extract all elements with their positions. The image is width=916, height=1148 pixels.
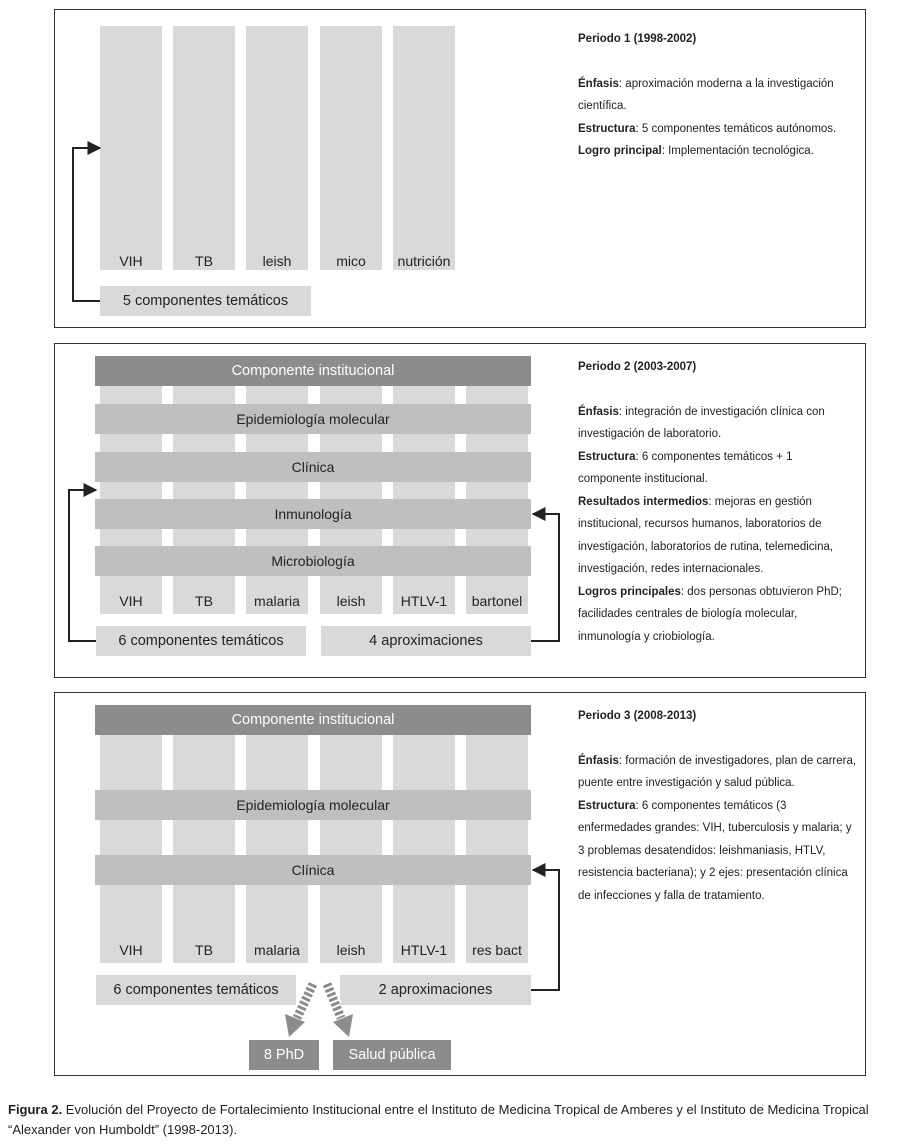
p1-column-3 [246,26,308,270]
p1-column-label: TB [195,253,213,269]
p1-text-value: : Implementación tecnológica. [661,145,814,157]
p2-components-box: 6 componentes temáticos [96,626,306,656]
p1-text-value: : aproximación moderna a la investigación científica. [578,77,834,112]
p2-text-item [578,491,858,581]
p2-text-value: : integración de investigación clínica con investigación de laboratorio. [578,405,825,440]
p3-column-1 [100,733,162,963]
p2-text-value: : dos personas obtuvieron PhD; facilidades centrales de biología molecular, inmunología y criobiología. [578,585,842,643]
p1-column-label: mico [336,253,366,269]
p2-title: Periodo 2 (2003-2007) [578,361,697,373]
p3-text-value: : formación de investigadores, plan de carrera, puente entre investigación y salud pública. [578,754,857,789]
p3-approaches-box: 2 aproximaciones [340,975,531,1005]
p3-components-box: 6 componentes temáticos [96,975,296,1005]
p1-text-item [578,140,858,163]
p1-column-label: VIH [119,253,143,269]
p3-text-value: : 6 componentes temáticos (3 enfermedades grandes: VIH, tuberculosis y malaria; y 3 problemas desatendidos: leishmaniasis, HTLV, resistencia bacteriana); y 2 ejes: presentación clínica de infecciones y falla de tratamiento. [578,799,852,902]
p3-output-phd: 8 PhD [249,1040,319,1070]
p1-column-label: leish [262,253,292,269]
p1-column-1 [100,26,162,270]
p2-column-label: TB [195,593,213,609]
p2-column-label: HTLV-1 [400,593,448,609]
p1-description [578,28,858,163]
p2-description [578,356,858,648]
p2-text-label: Estructura [578,450,636,463]
p2-column-label: bartonel [471,593,523,609]
p3-column-4 [320,733,382,963]
p3-text-label: Estructura [578,799,636,812]
p2-column-label: malaria [254,593,300,609]
p2-column-label: VIH [119,593,143,609]
p2-approaches-box: 4 aproximaciones [321,626,531,656]
p1-text-item [578,73,858,118]
p1-column-5 [393,26,455,270]
p3-title: Periodo 3 (2008-2013) [578,710,697,722]
p2-band-inmunologia: Inmunología [95,499,531,529]
p3-column-2 [173,733,235,963]
p1-components-box: 5 componentes temáticos [100,286,311,316]
p2-band-epidemiologia: Epidemiología molecular [95,404,531,434]
p3-column-label: HTLV-1 [400,942,448,958]
p2-text-label: Logros principales [578,585,681,598]
p2-text-item [578,581,858,649]
p3-column-label: VIH [119,942,143,958]
caption-text: Evolución del Proyecto de Fortalecimiento Institucional entre el Instituto de Medicina Tropical de Amberes y el Instituto de Medicina Tropical “Alexander von Humboldt” (1998-2013). [8,1102,869,1137]
p3-band-epidemiologia: Epidemiología molecular [95,790,531,820]
p3-column-label: leish [336,942,366,958]
p2-text-item [578,446,858,491]
p3-text-item [578,750,858,795]
caption-label: Figura 2. [8,1102,63,1117]
p3-column-5 [393,733,455,963]
p1-text-label: Logro principal [578,145,662,157]
p2-text-label: Énfasis [578,405,619,418]
p3-description [578,705,858,907]
p3-text-label: Énfasis [578,754,619,767]
p2-band-clinica: Clínica [95,452,531,482]
p2-text-item [578,401,858,446]
p3-text-item [578,795,858,908]
p1-column-2 [173,26,235,270]
p3-column-label: TB [195,942,213,958]
p2-text-label: Resultados intermedios [578,495,709,508]
p2-text-value: : 6 componentes temáticos + 1 componente institucional. [578,450,793,485]
p1-column-4 [320,26,382,270]
p3-column-label: malaria [254,942,300,958]
p1-text-item [578,118,858,141]
p3-institutional-component: Componente institucional [95,705,531,735]
p2-column-label: leish [336,593,366,609]
p2-institutional-component: Componente institucional [95,356,531,386]
p1-text-label: Énfasis [578,77,619,90]
p1-title: Periodo 1 (1998-2002) [578,33,697,45]
p3-output-salud-publica: Salud pública [333,1040,451,1070]
figure-caption [8,1100,908,1140]
p3-column-6 [466,733,528,963]
p3-column-label: res bact [472,942,522,958]
p1-text-value: : 5 componentes temáticos autónomos. [635,122,837,135]
p3-column-3 [246,733,308,963]
p1-column-label: nutrición [397,253,451,269]
p2-band-microbiologia: Microbiología [95,546,531,576]
p1-text-label: Estructura [578,122,636,135]
p3-band-clinica: Clínica [95,855,531,885]
p2-text-value: : mejoras en gestión institucional, recursos humanos, laboratorios de investigación, laboratorios de rutina, telemedicina, investigación, redes internacionales. [578,495,834,575]
